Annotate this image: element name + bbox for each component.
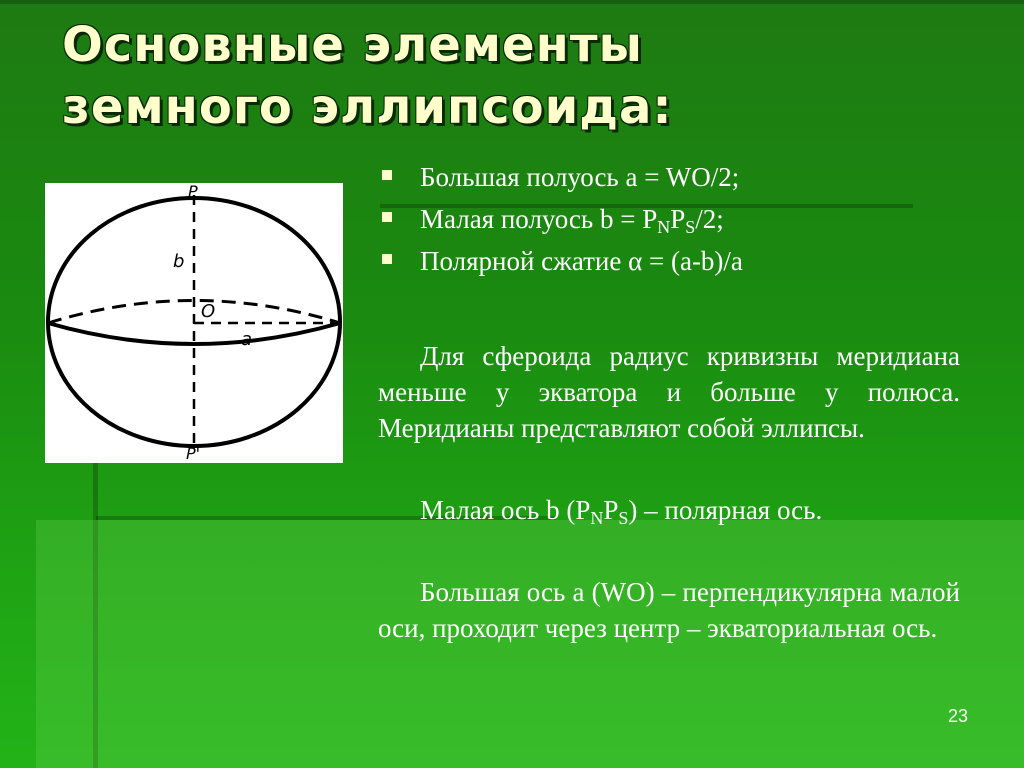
bullet-item-major-semiaxis: Большая полуось a = WO/2; [380, 156, 970, 198]
paragraph-major-axis: Большая ось a (WO) – перпендикулярна малой оси, проходит через центр – экваториальная ось. [378, 577, 960, 643]
page-number: 23 [948, 706, 969, 726]
ellipsoid-diagram [45, 183, 343, 463]
label-o: O [201, 301, 216, 322]
square-bullet-icon [382, 254, 392, 264]
label-p-bottom: P' [186, 444, 201, 463]
paragraph-spheroid-curvature: Для сфероида радиус кривизны меридиана меньше у экватора и больше у полюса. Меридианы представляют собой эллипсы. [378, 341, 960, 443]
ellipsoid-drawing [45, 183, 343, 463]
decor-bar-top [0, 0, 1024, 4]
bullet-list [380, 156, 970, 282]
label-b: b [173, 251, 185, 272]
title-line-2: земного эллипсоида: [62, 79, 673, 135]
bullet-item-minor-semiaxis: Малая полуось $b = P_NP_S/2$; [380, 198, 970, 240]
bullet-item-flattening: Полярной сжатие α = (a-b)/a [380, 240, 970, 282]
label-p-top: P [188, 183, 198, 201]
paragraph-minor-axis: Малая ось b $(P_NP_S)$ – полярная ось. [420, 495, 823, 528]
square-bullet-icon [382, 170, 392, 180]
square-bullet-icon [382, 212, 392, 222]
label-a: a [241, 329, 253, 350]
title-line-1: Основные элементы [62, 17, 643, 73]
slide-title [62, 14, 673, 138]
